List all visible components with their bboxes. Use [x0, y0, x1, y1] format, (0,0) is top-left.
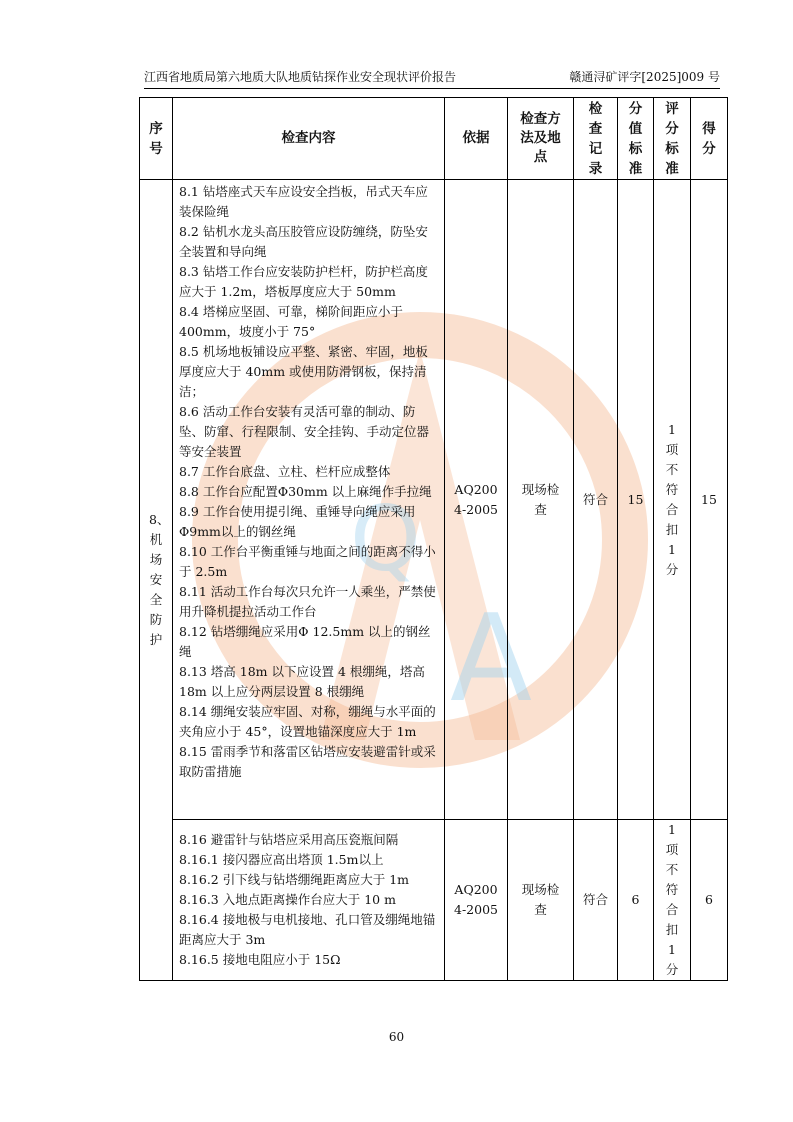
header-divider [144, 88, 720, 89]
method-cell: 现场检查 [508, 820, 574, 981]
points-cell: 15 [618, 180, 654, 820]
check-item: 8.16.3 入地点距离操作台应大于 10 m [179, 892, 396, 907]
column-header-content: 检查内容 [173, 98, 445, 180]
check-item: 8.4 塔梯应坚固、可靠，梯阶间距应小于400mm，坡度小于 75° [179, 304, 403, 339]
check-item: 8.8 工作台应配置Φ30mm 以上麻绳作手拉绳 [179, 484, 432, 499]
score-cell: 6 [691, 820, 728, 981]
column-header-index: 序号 [140, 98, 173, 180]
svg-text:Q: Q [350, 487, 421, 592]
check-item: 8.15 雷雨季节和落雷区钻塔应安装避雷针或采取防雷措施 [179, 744, 436, 779]
check-item: 8.11 活动工作台每次只允许一人乘坐，严禁使用升降机提拉活动工作台 [179, 584, 436, 619]
basis-cell: AQ2004-2005 [445, 180, 508, 820]
check-item: 8.9 工作台使用提引绳、重锤导向绳应采用Φ9mm以上的钢丝绳 [179, 504, 416, 539]
score-cell: 15 [691, 180, 728, 820]
check-item: 8.16 避雷针与钻塔应采用高压瓷瓶间隔 [179, 832, 399, 847]
column-header-points: 分值标准 [618, 98, 654, 180]
table-header-row [140, 98, 728, 180]
criteria-cell: 1项不符合扣1分 [654, 820, 691, 981]
report-title: 江西省地质局第六地质大队地质钻探作业安全现状评价报告 [144, 70, 457, 84]
check-item: 8.16.4 接地极与电机接地、孔口管及绷绳地锚距离应大于 3m [179, 912, 436, 947]
check-content [173, 820, 445, 981]
table-row [140, 180, 728, 820]
check-item: 8.13 塔高 18m 以下应设置 4 根绷绳，塔高18m 以上应分两层设置 8 根绷绳 [179, 664, 425, 699]
page-header [144, 66, 720, 86]
criteria-cell: 1项不符合扣1分 [654, 180, 691, 820]
check-item: 8.14 绷绳安装应牢固、对称，绷绳与水平面的夹角应小于 45°，设置地锚深度应大于 1m [179, 704, 436, 739]
column-header-score: 得分 [691, 98, 728, 180]
check-item: 8.10 工作台平衡重锤与地面之间的距离不得小于 2.5m [179, 544, 436, 579]
column-header-record: 检查记录 [574, 98, 618, 180]
method-cell: 现场检查 [508, 180, 574, 820]
check-item: 8.16.1 接闪器应高出塔顶 1.5m以上 [179, 852, 384, 867]
record-cell: 符合 [574, 820, 618, 981]
check-item: 8.5 机场地板铺设应平整、紧密、牢固，地板厚度应大于 40mm 或使用防滑钢板，保持清洁； [179, 344, 428, 399]
check-item: 8.16.5 接地电阻应小于 15Ω [179, 952, 341, 967]
column-header-criteria: 评分标准 [654, 98, 691, 180]
check-item: 8.2 钻机水龙头高压胶管应设防缠绕，防坠安全装置和导向绳 [179, 224, 428, 259]
section-label: 8、机场安全防护 [140, 180, 173, 981]
report-number: 赣通浔矿评字[2025]009 号 [569, 70, 720, 84]
check-item: 8.16.2 引下线与钻塔绷绳距离应大于 1m [179, 872, 410, 887]
check-item: 8.3 钻塔工作台应安装防护栏杆，防护栏高度应大于 1.2m，塔板厚度应大于 50mm [179, 264, 428, 299]
table-row [140, 820, 728, 981]
safety-check-table [139, 97, 728, 981]
column-header-basis: 依据 [445, 98, 508, 180]
basis-cell: AQ2004-2005 [445, 820, 508, 981]
check-item: 8.7 工作台底盘、立柱、栏杆应成整体 [179, 464, 391, 479]
record-cell: 符合 [574, 180, 618, 820]
column-header-method: 检查方法及地点 [508, 98, 574, 180]
check-item: 8.12 钻塔绷绳应采用Φ 12.5mm 以上的钢丝绳 [179, 624, 431, 659]
points-cell: 6 [618, 820, 654, 981]
check-content [173, 180, 445, 820]
check-item: 8.6 活动工作台安装有灵活可靠的制动、防坠、防窜、行程限制、安全挂钩、手动定位器等安全装置 [179, 404, 430, 459]
page-number: 60 [388, 1030, 405, 1044]
svg-text:A: A [450, 590, 533, 729]
check-item: 8.1 钻塔座式天车应设安全挡板，吊式天车应装保险绳 [179, 184, 428, 219]
